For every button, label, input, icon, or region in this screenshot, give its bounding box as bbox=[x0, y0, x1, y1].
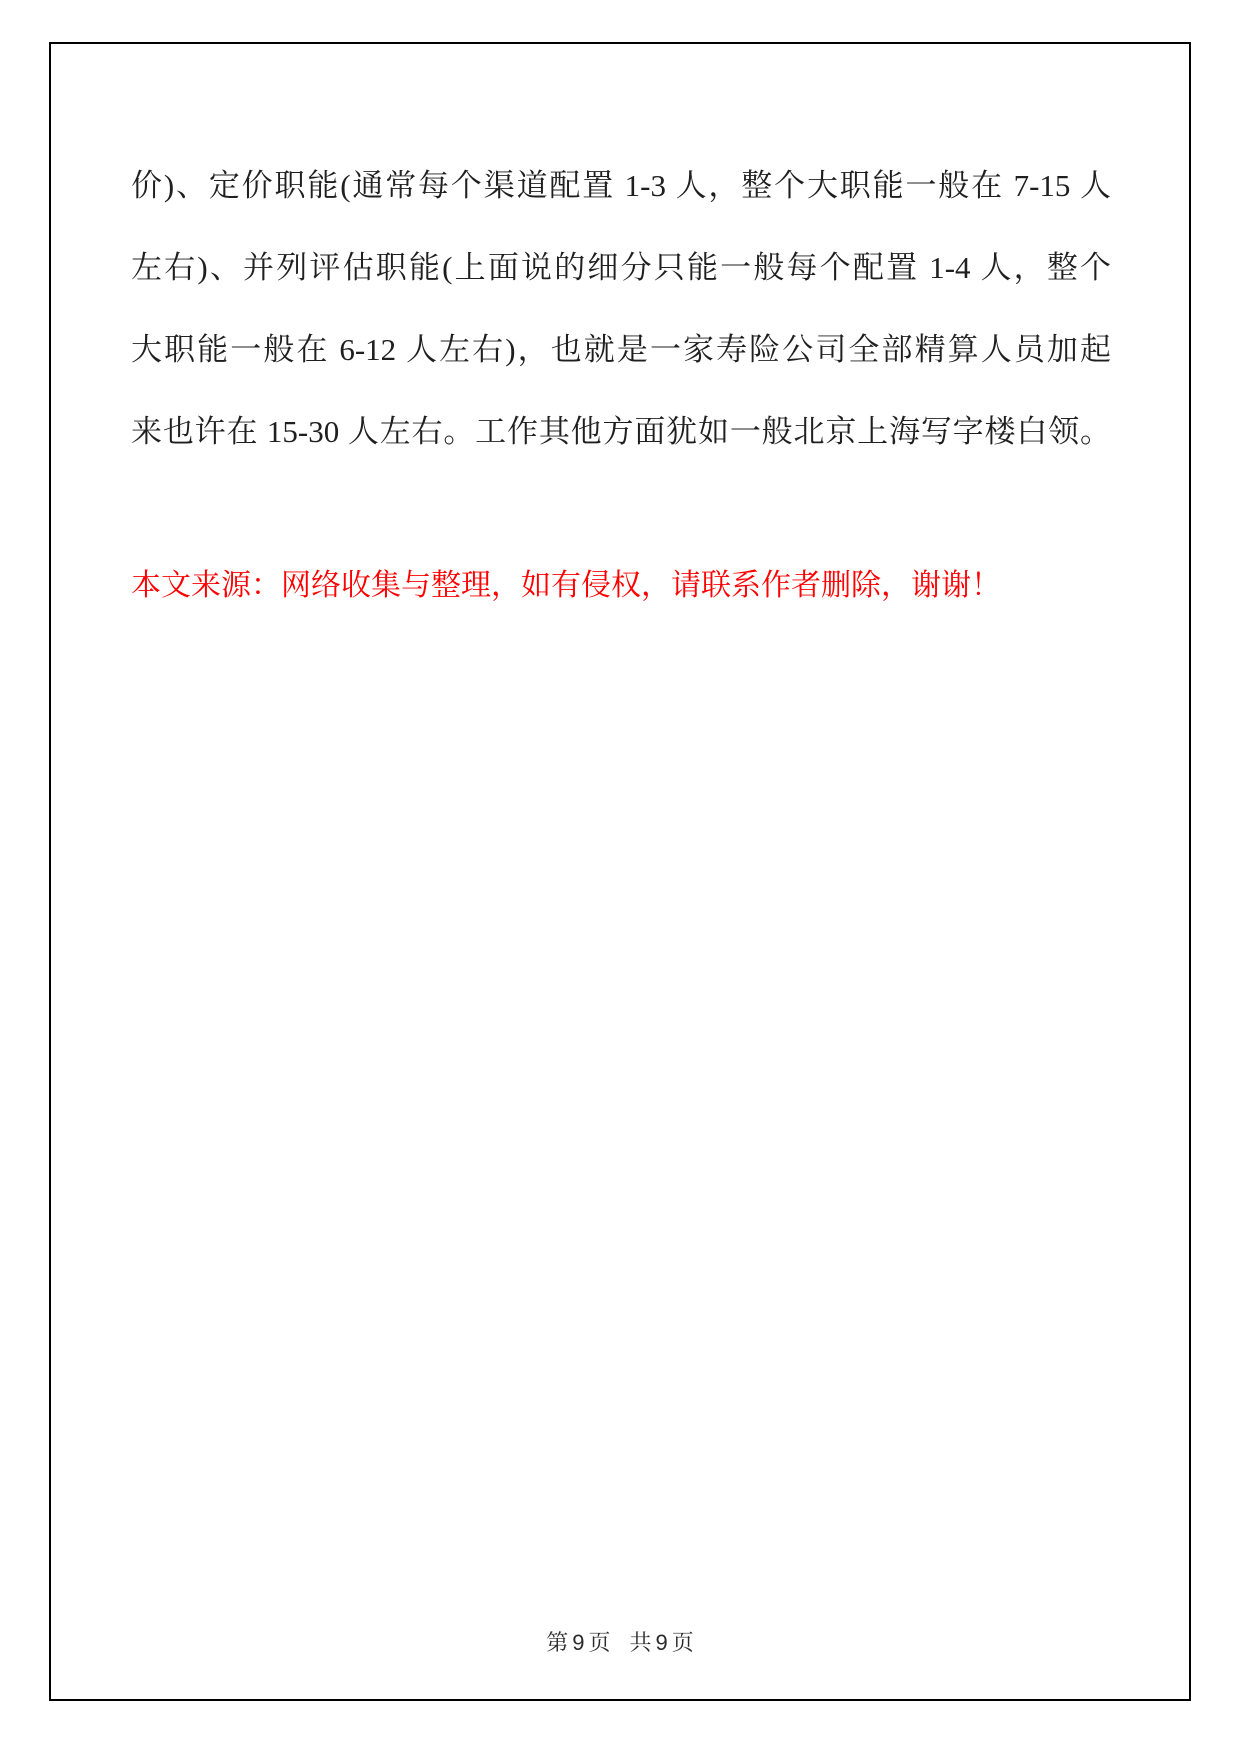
paragraph-line: 价)、定价职能(通常每个渠道配置 1-3 人，整个大职能一般在 7-15 人 bbox=[131, 168, 1111, 203]
total-pages-prefix: 共 bbox=[629, 1630, 653, 1655]
source-note: 本文来源：网络收集与整理，如有侵权，请联系作者删除，谢谢！ bbox=[131, 569, 1001, 602]
total-pages-number: 9 bbox=[655, 1630, 669, 1655]
body-paragraph bbox=[131, 145, 1111, 473]
paragraph-line: 来也许在 15-30 人左右。工作其他方面犹如一般北京上海写字楼白领。 bbox=[131, 414, 1111, 449]
current-page-prefix: 第 bbox=[546, 1630, 570, 1655]
paragraph-line: 大职能一般在 6-12 人左右)，也就是一家寿险公司全部精算人员加起 bbox=[131, 332, 1111, 367]
current-page-number: 9 bbox=[572, 1630, 586, 1655]
page-footer bbox=[0, 1626, 1241, 1657]
total-pages-unit: 页 bbox=[671, 1630, 695, 1655]
paragraph-line: 左右)、并列评估职能(上面说的细分只能一般每个配置 1-4 人，整个 bbox=[131, 250, 1111, 285]
current-page-unit: 页 bbox=[588, 1630, 612, 1655]
